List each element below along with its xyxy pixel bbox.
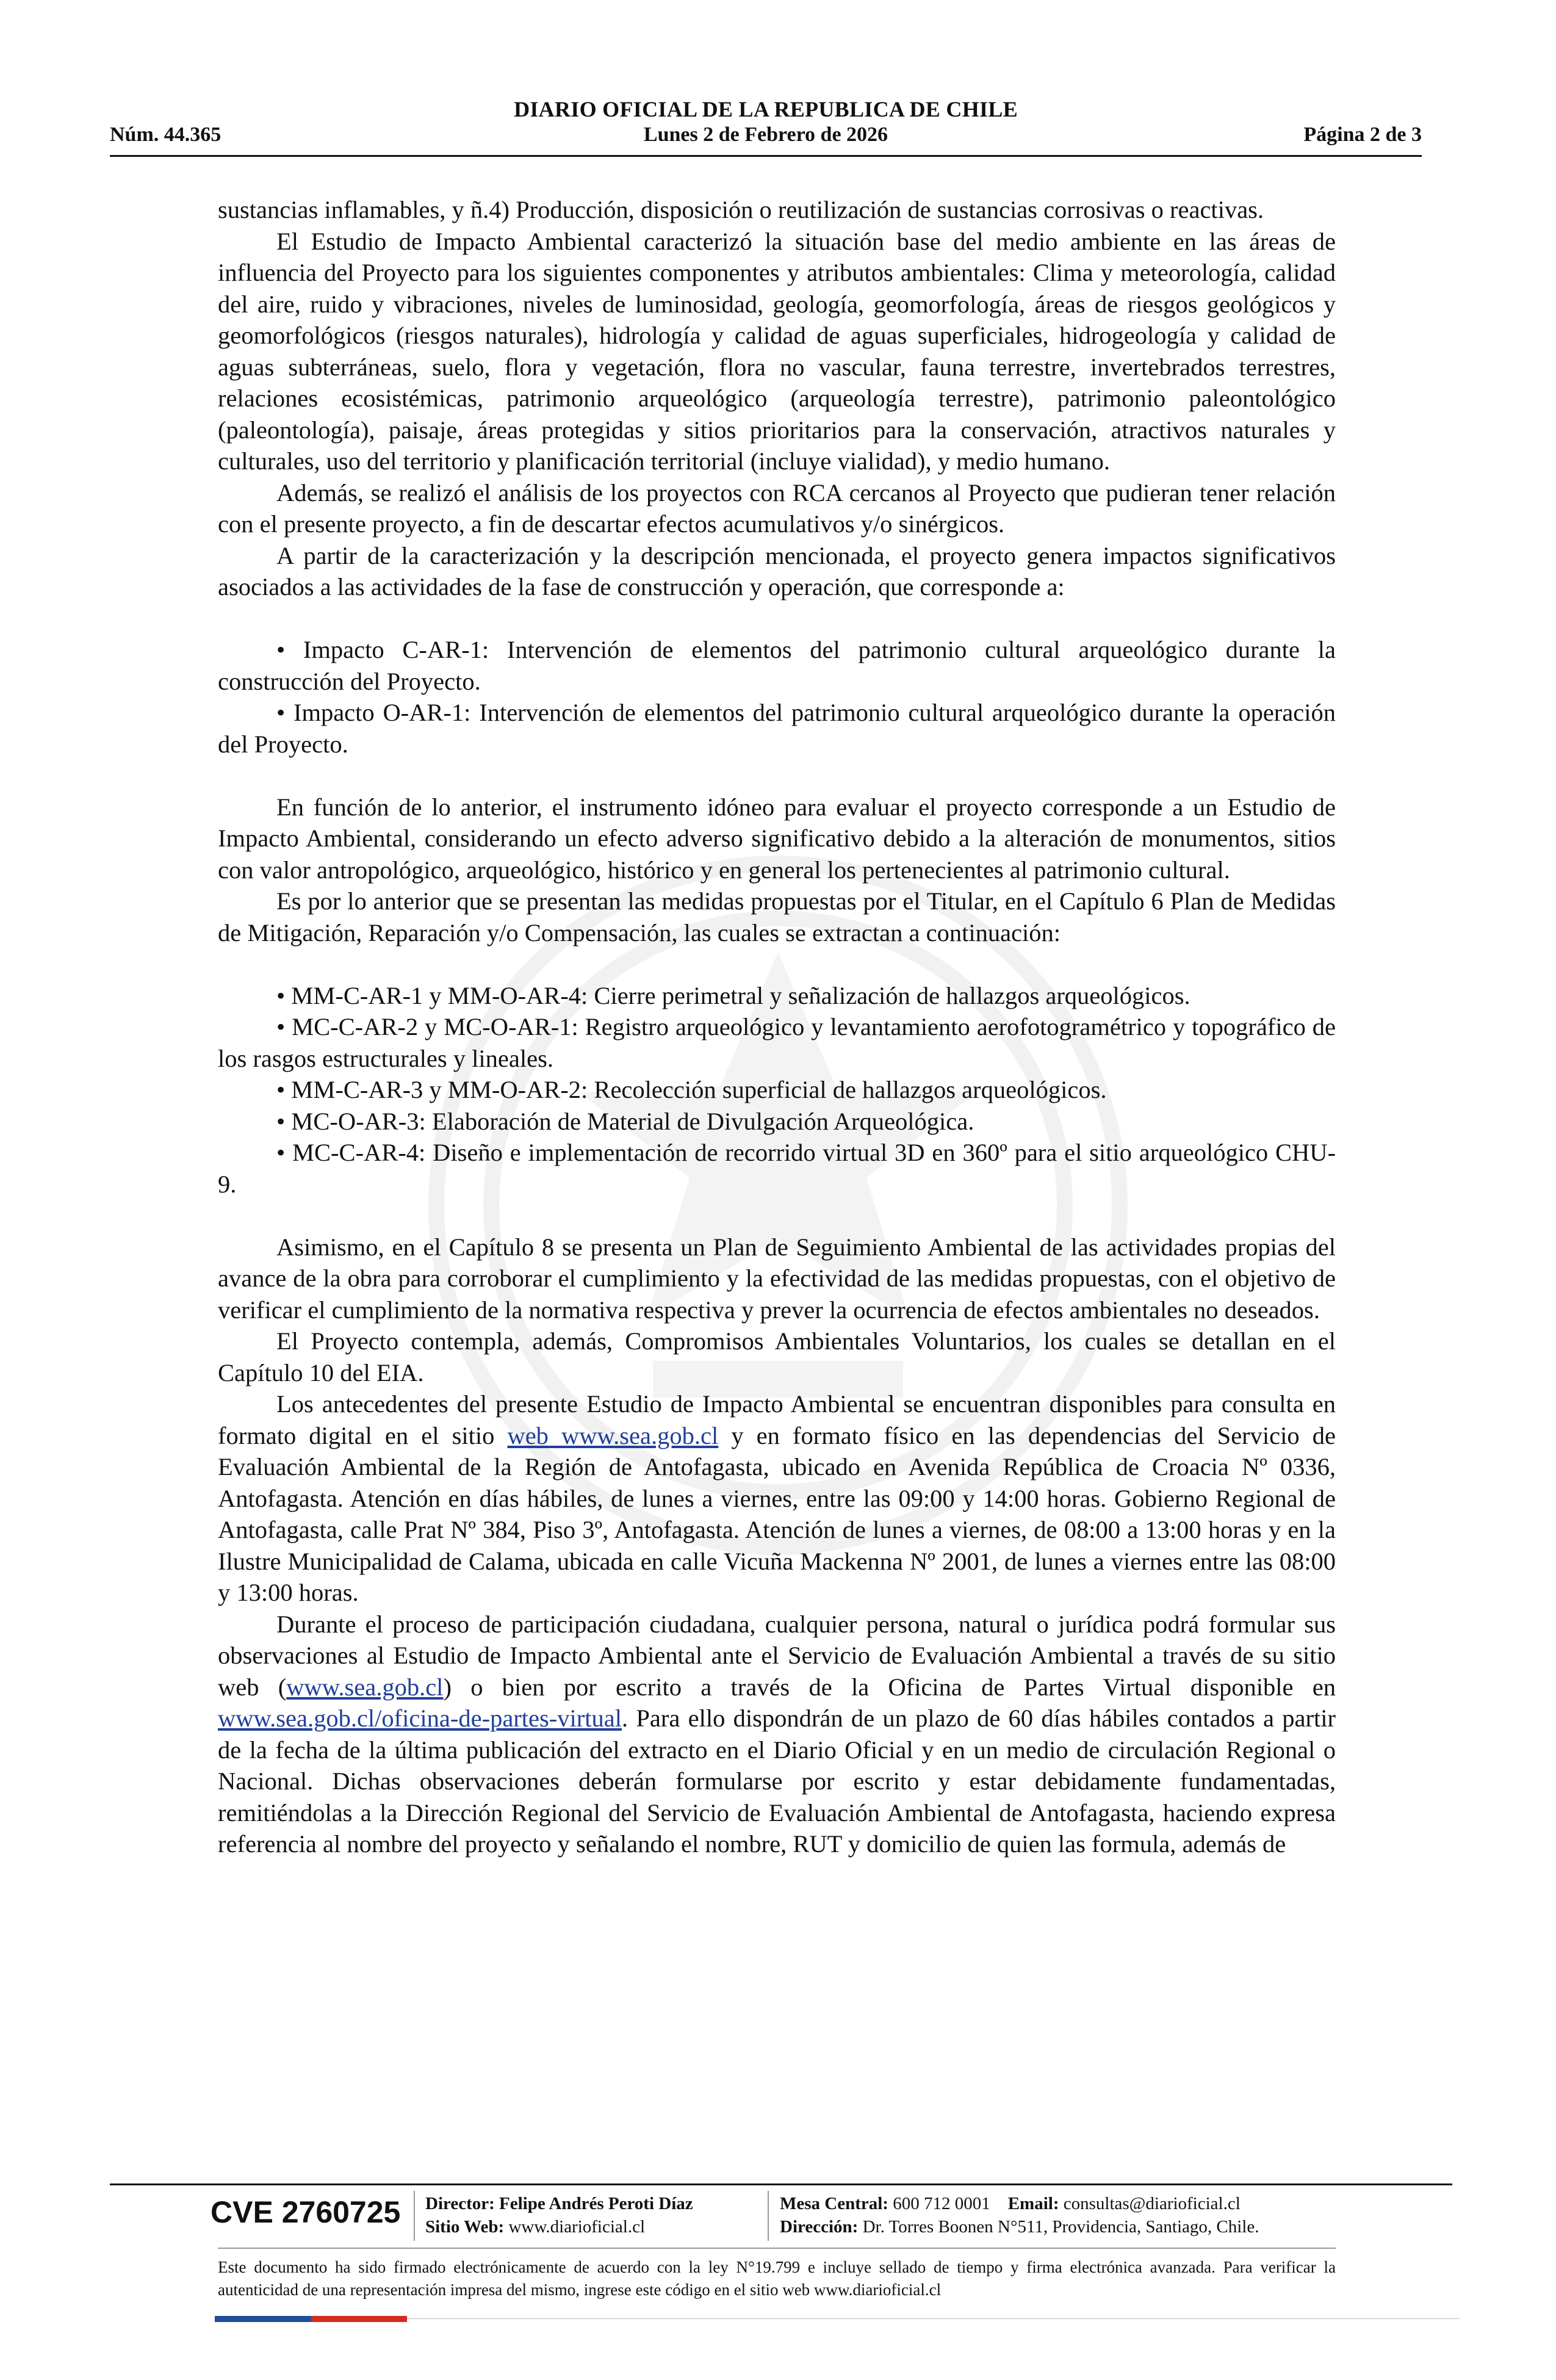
paragraph: A partir de la caracterización y la descripción mencionada, el proyecto genera impactos significativos asociados a las actividades de la fase de construcción y operación, que corresponde a: (218, 541, 1336, 600)
paragraph-text: Durante el proceso de participación ciudadana, cualquier persona, natural o jurídica podrá formular sus observaciones al Estudio de Impacto Ambiental ante el Servicio de Evaluación Ambiental a través de su sitio web ( (218, 1610, 1336, 1701)
director-info (425, 2192, 693, 2238)
measure-item: • MC-C-AR-2 y MC-O-AR-1: Registro arqueológico y levantamiento aerofotogramétrico y topográfico de los rasgos estructurales y lineales. (218, 1013, 1336, 1072)
impact-item: • Impacto C-AR-1: Intervención de elementos del patrimonio cultural arqueológico durante la construcción del Proyecto. (218, 636, 1336, 695)
paragraph: Asimismo, en el Capítulo 8 se presenta un Plan de Seguimiento Ambiental de las actividades propias del avance de la obra para corroborar el cumplimiento y la efectividad de las medidas propuestas, con el objetivo de verificar el cumplimiento de la normativa respectiva y prever la ocurrencia de efectos ambientales no deseados. (218, 1233, 1336, 1324)
measure-item: • MC-O-AR-3: Elaboración de Material de Divulgación Arqueológica. (276, 1107, 974, 1135)
site-label: Sitio Web: (425, 2217, 505, 2237)
address-label: Dirección: (780, 2217, 859, 2237)
header-divider (110, 155, 1422, 157)
paragraph: Es por lo anterior que se presentan las medidas propuestas por el Titular, en el Capítulo 6 Plan de Medidas de Mitigación, Reparación y/o Compensación, las cuales se extractan a continuación: (218, 887, 1336, 947)
paragraph: Además, se realizó el análisis de los proyectos con RCA cercanos al Proyecto que pudieran tener relación con el presente proyecto, a fin de descartar efectos acumulativos y/o sinérgicos. (218, 478, 1336, 538)
mesa-label: Mesa Central: (780, 2194, 888, 2213)
paragraph: En función de lo anterior, el instrumento idóneo para evaluar el proyecto corresponde a un Estudio de Impacto Ambiental, considerando un efecto adverso significativo debido a la alteración de monumentos, sitios con valor antropológico, arqueológico, histórico y en general los pertenecientes al patrimonio cultural. (218, 793, 1336, 884)
mesa-value: 600 712 0001 (893, 2194, 990, 2213)
spacer (218, 1200, 1336, 1231)
issue-number: Núm. 44.365 (110, 123, 222, 146)
spacer (218, 603, 1336, 635)
contact-info (780, 2192, 1259, 2238)
email-value[interactable]: consultas@diarioficial.cl (1063, 2194, 1241, 2213)
page-number: Página 2 de 3 (1303, 123, 1422, 146)
paragraph: El Proyecto contempla, además, Compromisos Ambientales Voluntarios, los cuales se detallan en el Capítulo 10 del EIA. (218, 1327, 1336, 1387)
measure-item: • MM-C-AR-1 y MM-O-AR-4: Cierre perimetral y señalización de hallazgos arqueológicos. (276, 981, 1190, 1009)
sea-website-link[interactable]: www.sea.gob.cl (286, 1673, 444, 1701)
newspaper-title: DIARIO OFICIAL DE LA REPUBLICA DE CHILE (514, 97, 1018, 121)
impact-item: • Impacto O-AR-1: Intervención de elementos del patrimonio cultural arqueológico durante la operación del Proyecto. (218, 699, 1336, 758)
measure-item: • MC-C-AR-4: Diseño e implementación de recorrido virtual 3D en 360º para el sitio arqueológico CHU-9. (218, 1139, 1336, 1198)
paragraph-text: ) o bien por escrito a través de la Oficina de Partes Virtual disponible en (443, 1673, 1336, 1701)
paragraph-text: y en formato físico en las dependencias del Servicio de Evaluación Ambiental de la Región de Antofagasta, ubicado en Avenida República de Croacia Nº 0336, Antofagasta. Atención en días hábiles, de lunes a viernes, entre las 09:00 y 14:00 horas. Gobierno Regional de Antofagasta, calle Prat Nº 384, Piso 3º, Antofagasta. Atención de lunes a viernes, de 08:00 a 13:00 horas y en la Ilustre Municipalidad de Calama, ubicada en calle Vicuña Mackenna Nº 2001, de lunes a viernes entre las 08:00 y 13:00 horas. (218, 1421, 1336, 1606)
flag-red-segment (311, 2316, 407, 2322)
footer-divider (407, 2318, 1460, 2319)
director-name: Felipe Andrés Peroti Díaz (499, 2194, 693, 2213)
measure-item: • MM-C-AR-3 y MM-O-AR-2: Recolección superficial de hallazgos arqueológicos. (276, 1076, 1107, 1103)
flag-stripe (215, 2316, 407, 2322)
address-value: Dr. Torres Boonen N°511, Providencia, Santiago, Chile. (862, 2217, 1259, 2237)
email-label: Email: (1007, 2194, 1059, 2213)
document-body (218, 194, 1336, 1860)
paragraph-text: Los antecedentes del presente Estudio de Impacto Ambiental se encuentran disponibles para consulta en formato digital en el sitio (218, 1390, 1336, 1449)
spacer (218, 760, 1336, 792)
issue-date: Lunes 2 de Febrero de 2026 (643, 123, 888, 146)
paragraph-text: . Para ello dispondrán de un plazo de 60 días hábiles contados a partir de la fecha de la última publicación del extracto en el Diario Oficial y en un medio de circulación Regional o Nacional. Dichas observaciones deberán formularse por escrito y estar debidamente fundamentadas, remitiéndolas a la Dirección Regional del Servicio de Evaluación Ambiental de Antofagasta, haciendo expresa referencia al nombre del proyecto y señalando el nombre, RUT y domicilio de quien las formula, además de (218, 1704, 1336, 1858)
virtual-office-link[interactable]: www.sea.gob.cl/oficina-de-partes-virtual (218, 1704, 622, 1732)
site-value[interactable]: www.diarioficial.cl (508, 2217, 646, 2237)
paragraph: El Estudio de Impacto Ambiental caracterizó la situación base del medio ambiente en las áreas de influencia del Proyecto para los siguientes componentes y atributos ambientales: Clima y meteorología, calidad del aire, ruido y vibraciones, niveles de luminosidad, geología, geomorfología, áreas de riesgos geológicos y geomorfológicos (riesgos naturales), hidrología y calidad de aguas superficiales, hidrogeología y calidad de aguas subterráneas, suelo, flora y vegetación, flora no vascular, fauna terrestre, invertebrados terrestres, relaciones ecosistémicas, patrimonio arqueológico (arqueología terrestre), patrimonio paleontológico (paleontología), paisaje, áreas protegidas y sitios prioritarios para la conservación, atractivos naturales y culturales, uso del territorio y planificación territorial (incluye vialidad), y medio humano. (218, 227, 1336, 475)
spacer (218, 948, 1336, 980)
paragraph (218, 1609, 1336, 1860)
sea-website-link[interactable]: web www.sea.gob.cl (507, 1421, 719, 1449)
footer-divider (218, 2248, 1336, 2249)
page-header (110, 92, 1422, 159)
footer-separator (414, 2191, 415, 2241)
paragraph: sustancias inflamables, y ñ.4) Producción, disposición o reutilización de sustancias corrosivas o reactivas. (218, 196, 1264, 223)
director-label: Director: (425, 2194, 495, 2213)
footer-divider (110, 2183, 1452, 2185)
footer-separator (768, 2191, 769, 2241)
legal-notice: Este documento ha sido firmado electrónicamente de acuerdo con la ley N°19.799 e incluye sellado de tiempo y firma electrónica avanzada. Para verificar la autenticidad de una representación impresa del mismo, ingrese este código en el sitio web www.diarioficial.cl (218, 2258, 1336, 2299)
cve-code: CVE 2760725 (211, 2195, 401, 2229)
paragraph (218, 1388, 1336, 1609)
flag-blue-segment (215, 2316, 311, 2322)
